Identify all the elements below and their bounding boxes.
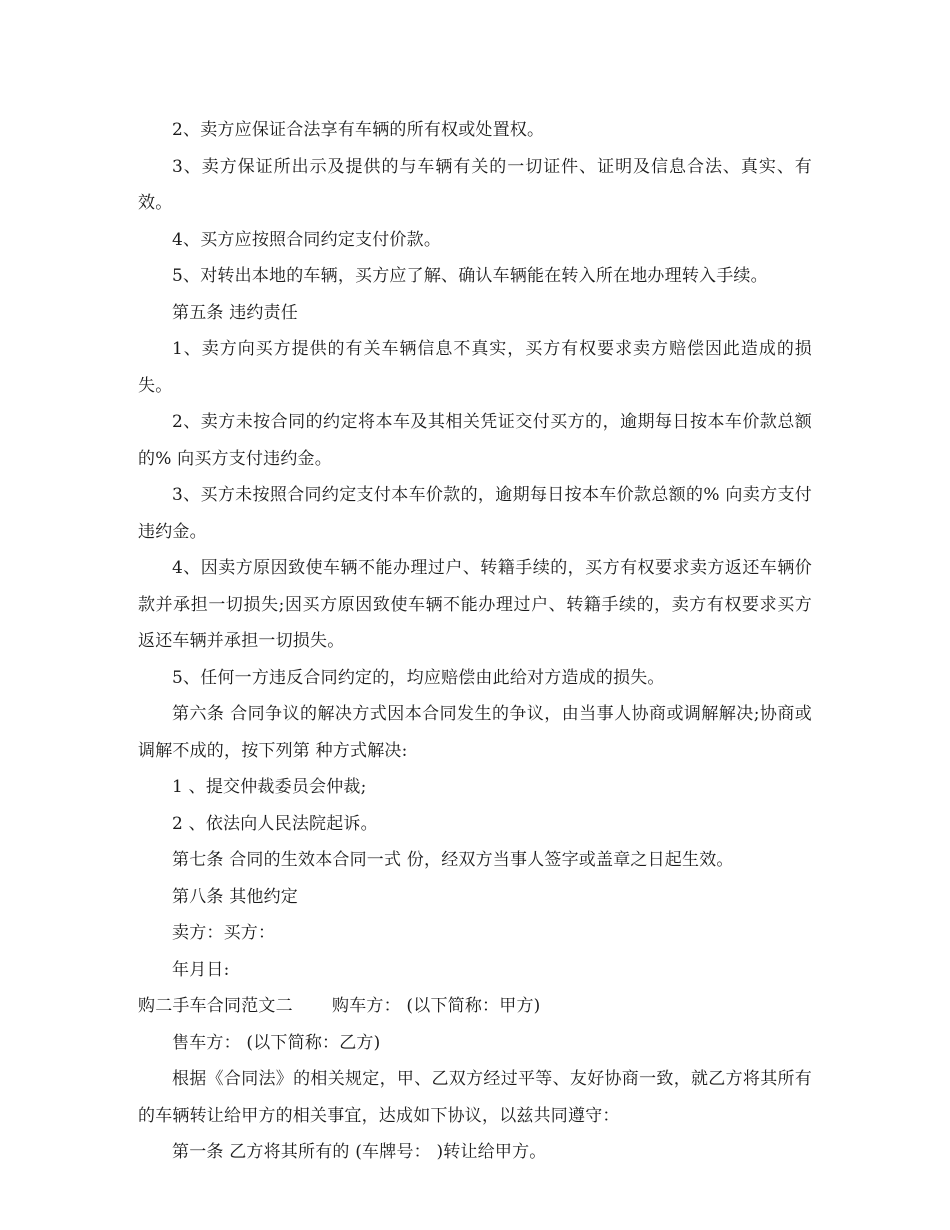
seller-party-line: 售车方： (以下简称：乙方): [172, 1032, 381, 1053]
article-6-dispute: 第六条 合同争议的解决方式因本合同发生的争议，由当事人协商或调解解决;协商或调解不成的，按下列第 种方式解决:: [138, 704, 812, 761]
clause-seller-ownership: 2、卖方应保证合法享有车辆的所有权或处置权。: [172, 120, 545, 140]
signature-parties: 卖方：买方：: [172, 923, 276, 943]
dispute-option-2: 2 、依法向人民法院起诉。: [172, 813, 378, 834]
article-8-heading: 第八条 其他约定: [172, 886, 299, 907]
clause-seller-documents: 3、卖方保证所出示及提供的与车辆有关的一切证件、证明及信息合法、真实、有效。: [138, 156, 812, 213]
liability-item-3: 3、买方未按照合同约定支付本车价款的，逾期每日按本车价款总额的% 向卖方支付违约金。: [138, 485, 812, 542]
liability-item-5: 5、任何一方违反合同约定的，均应赔偿由此给对方造成的损失。: [172, 667, 665, 688]
contract-2-preamble: 根据《合同法》的相关规定，甲、乙双方经过平等、友好协商一致，就乙方将其所有的车辆转让给甲方的相关事宜，达成如下协议，以兹共同遵守：: [138, 1069, 812, 1126]
liability-item-1: 1、卖方向买方提供的有关车辆信息不真实，买方有权要求卖方赔偿因此造成的损失。: [138, 339, 812, 396]
clause-transfer-out: 5、对转出本地的车辆，买方应了解、确认车辆能在转入所在地办理转入手续。: [172, 266, 768, 286]
document-body: [138, 112, 812, 1171]
liability-item-2: 2、卖方未按合同的约定将本车及其相关凭证交付买方的，逾期每日按本车价款总额的% 向买方支付违约金。: [138, 412, 812, 469]
liability-item-4: 4、因卖方原因致使车辆不能办理过户、转籍手续的，买方有权要求卖方返还车辆价款并承担一切损失;因买方原因致使车辆不能办理过户、转籍手续的，卖方有权要求买方返还车辆并承担一切损失。: [138, 558, 812, 651]
article-7-effect: 第七条 合同的生效本合同一式 份，经双方当事人签字或盖章之日起生效。: [172, 850, 734, 870]
article-5-heading: 第五条 违约责任: [172, 302, 299, 323]
dispute-option-1: 1 、提交仲裁委员会仲裁;: [172, 777, 367, 797]
contract-2-article-1: 第一条 乙方将其所有的 (车牌号： )转让给甲方。: [172, 1142, 547, 1162]
contract-2-title: 购二手车合同范文二 购车方： (以下简称：甲方): [138, 996, 541, 1016]
clause-buyer-payment: 4、买方应按照合同约定支付价款。: [172, 229, 442, 250]
signature-date: 年月日:: [172, 959, 230, 980]
